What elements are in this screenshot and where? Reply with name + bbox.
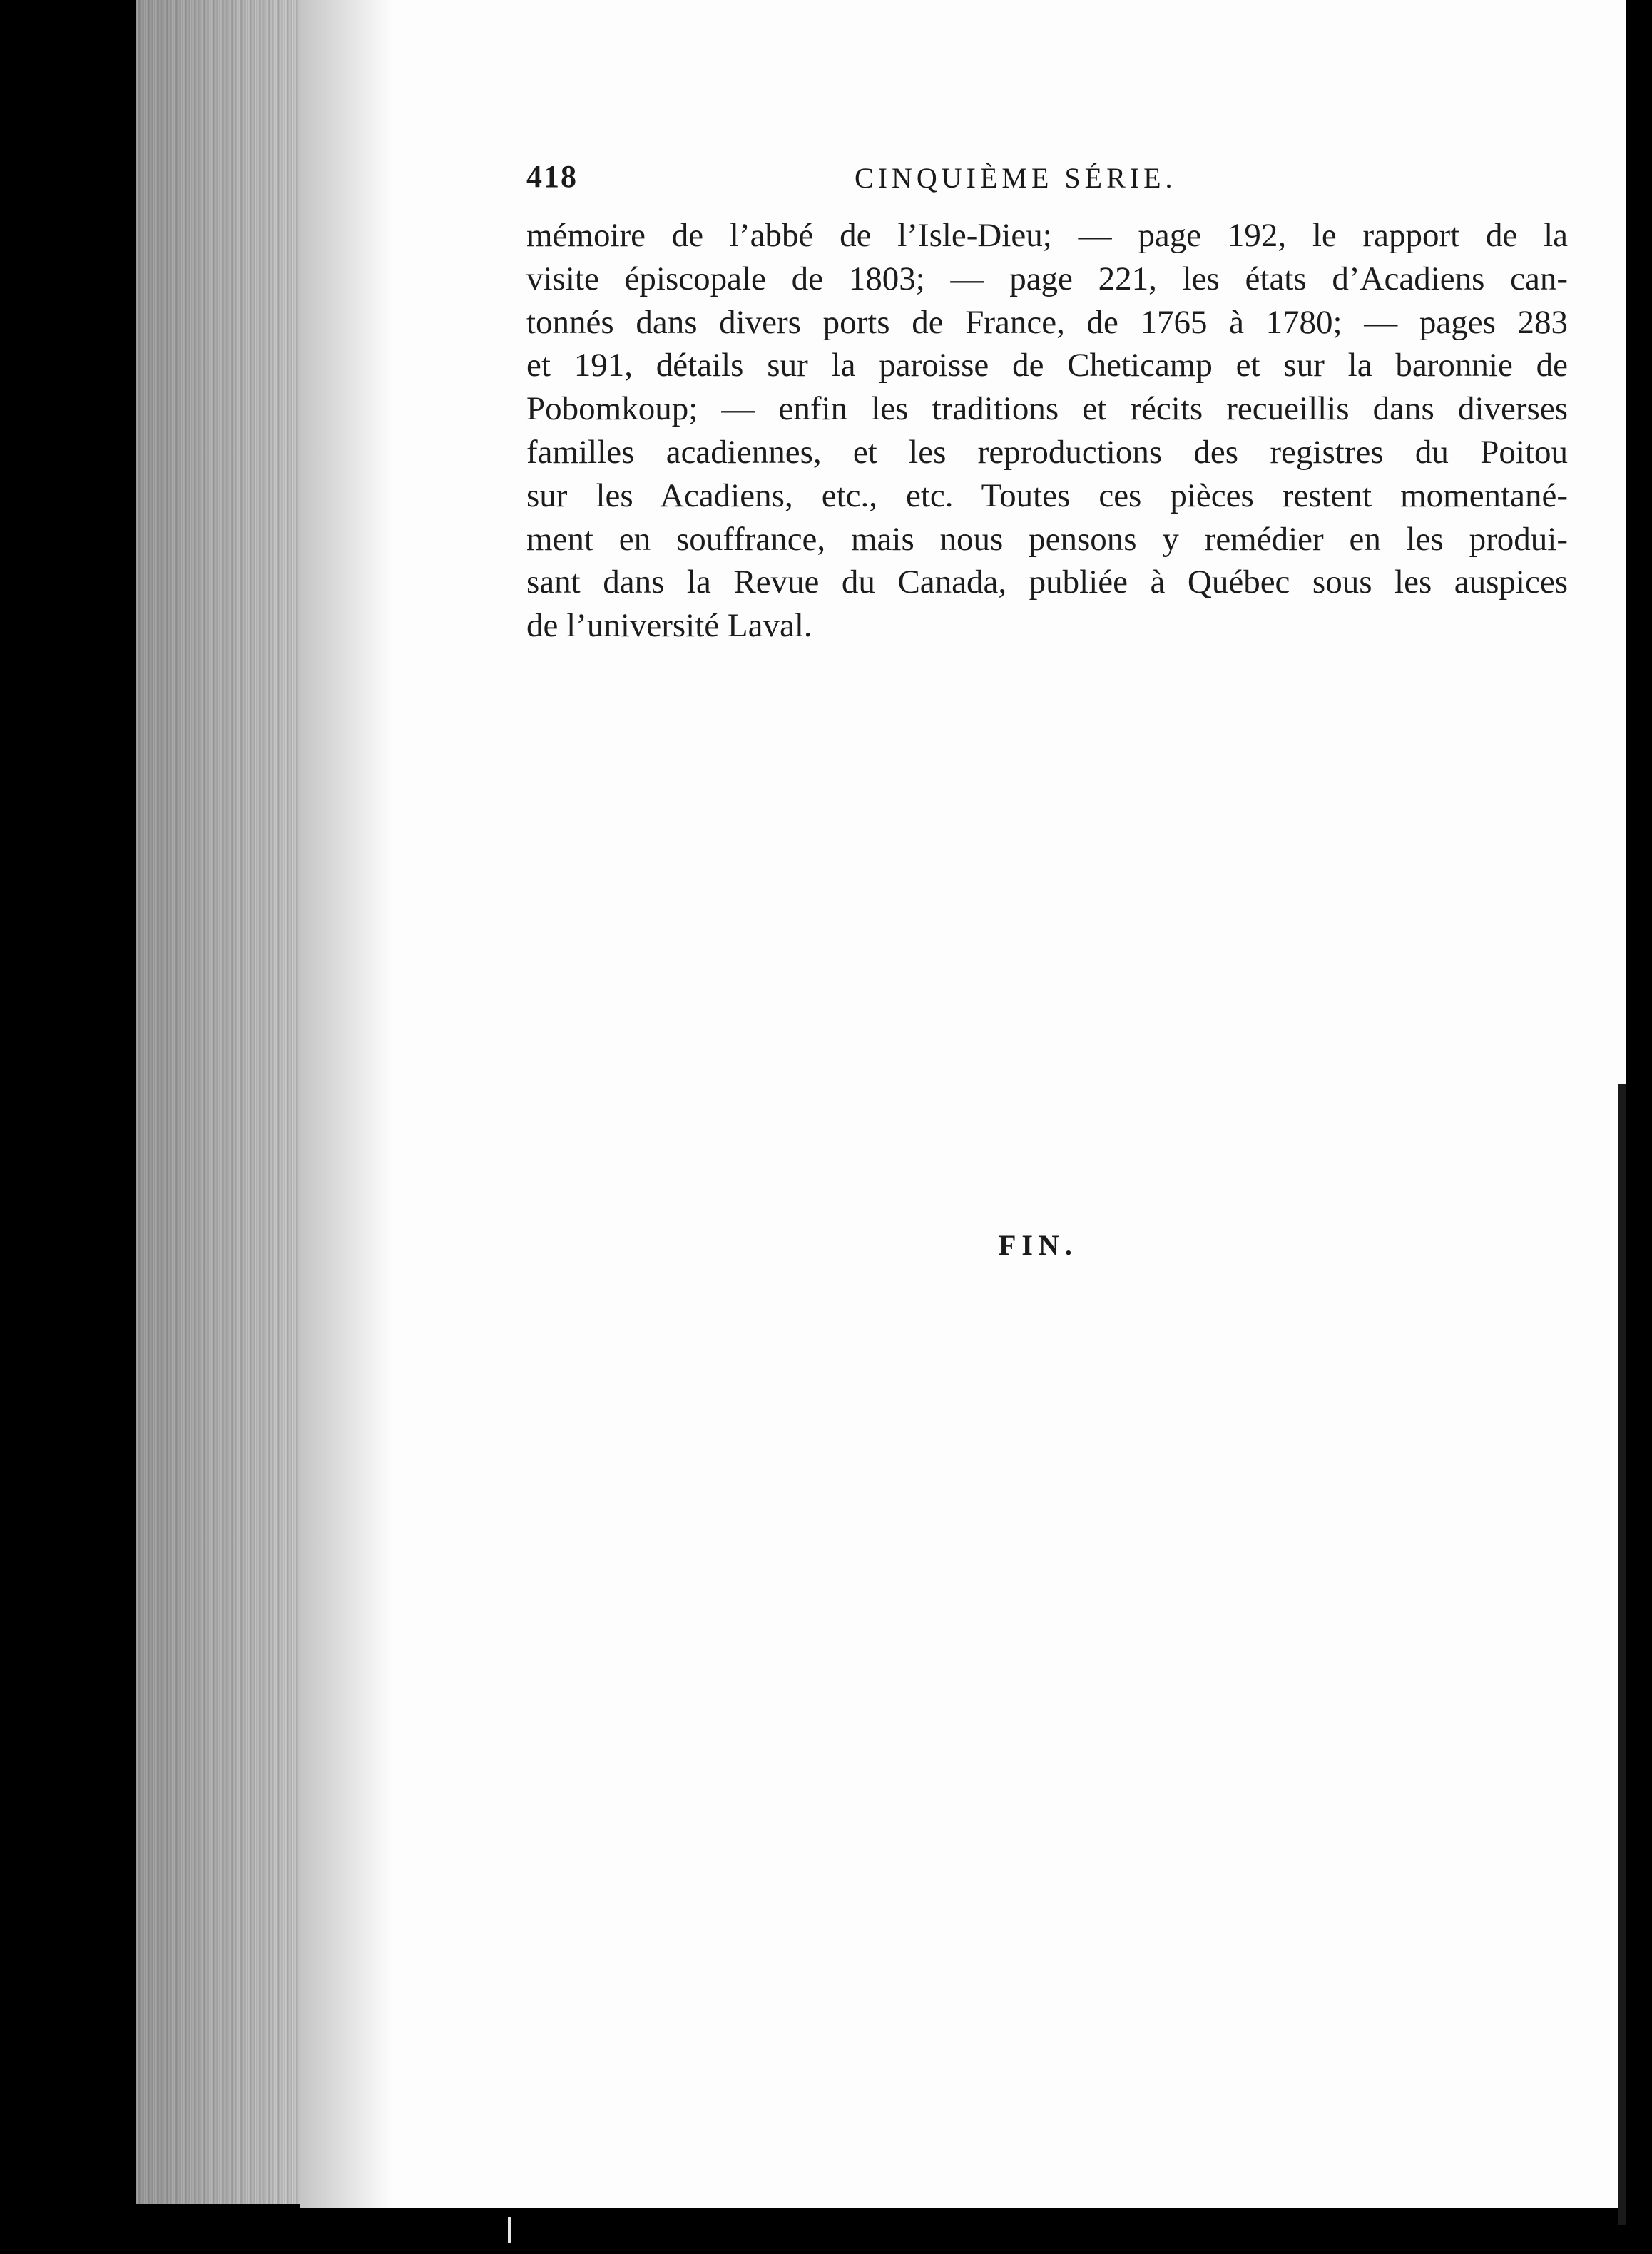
text-line: sur les Acadiens, etc., etc. Toutes ces pièces restent momentané-	[526, 476, 1568, 514]
text-line: familles acadiennes, et les reproductions des registres du Poitou	[526, 433, 1568, 471]
text-line: ment en souffrance, mais nous pensons y remédier en les produi-	[526, 520, 1568, 558]
scan-border	[1626, 0, 1652, 2254]
text-line: Pobomkoup; — enfin les traditions et récits recueillis dans diverses	[526, 390, 1568, 428]
scan-artifact	[508, 2217, 511, 2243]
end-mark: FIN.	[999, 1229, 1078, 1261]
text-line: et 191, détails sur la paroisse de Cheticamp et sur la baronnie de	[526, 347, 1568, 384]
text-line: mémoire de l’abbé de l’Isle-Dieu; — page 192, le rapport de la	[526, 217, 1568, 254]
text-line: visite épiscopale de 1803; — page 221, les états d’Acadiens can-	[526, 260, 1568, 297]
text-line: de l’université Laval.	[526, 607, 812, 645]
text-line: tonnés dans divers ports de France, de 1765 à 1780; — pages 283	[526, 303, 1568, 341]
body-paragraph	[526, 214, 1568, 648]
page-number: 418	[526, 159, 578, 194]
running-head: CINQUIÈME SÉRIE.	[855, 162, 1177, 194]
text-line: sant dans la Revue du Canada, publiée à Québec sous les auspices	[526, 564, 1568, 601]
page-gutter-shadow	[300, 0, 392, 2208]
page-header	[526, 158, 1568, 201]
